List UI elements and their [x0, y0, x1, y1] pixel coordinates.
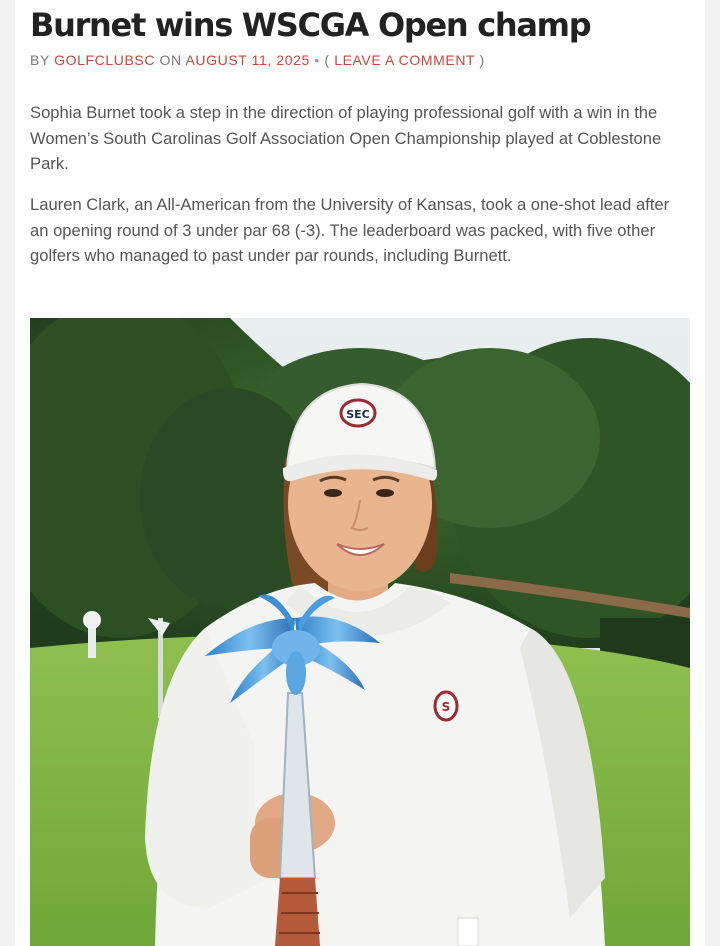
on-label: ON: [159, 52, 182, 68]
article-paragraph-2: Lauren Clark, an All-American from the University of Kansas, took a one-shot lead after an opening round of 3 under par 68 (-3). The leaderboard was packed, with five other golfers who managed to past under par rounds, including Burnett.: [30, 195, 670, 265]
by-label: BY: [30, 52, 50, 68]
post-meta: [30, 50, 485, 70]
author-link[interactable]: GOLFCLUBSC: [54, 52, 156, 68]
article-paragraph-1: Sophia Burnet took a step in the direction of playing professional golf with a win in the Women’s South Carolinas Golf Association Open Championship played at Coblestone Park.: [30, 103, 662, 173]
date-link[interactable]: AUGUST 11, 2025: [185, 52, 310, 68]
cap-logo-text: SEC: [346, 408, 370, 421]
svg-text:S: S: [441, 700, 451, 714]
meta-separator: •: [314, 52, 320, 68]
close-paren: ): [479, 52, 485, 68]
photo-illustration: [30, 318, 690, 946]
leave-comment-link[interactable]: LEAVE A COMMENT: [334, 52, 475, 68]
open-paren: (: [324, 52, 330, 68]
article-photo: [30, 318, 690, 946]
article-title[interactable]: Burnet wins WSCGA Open champ: [30, 6, 591, 44]
